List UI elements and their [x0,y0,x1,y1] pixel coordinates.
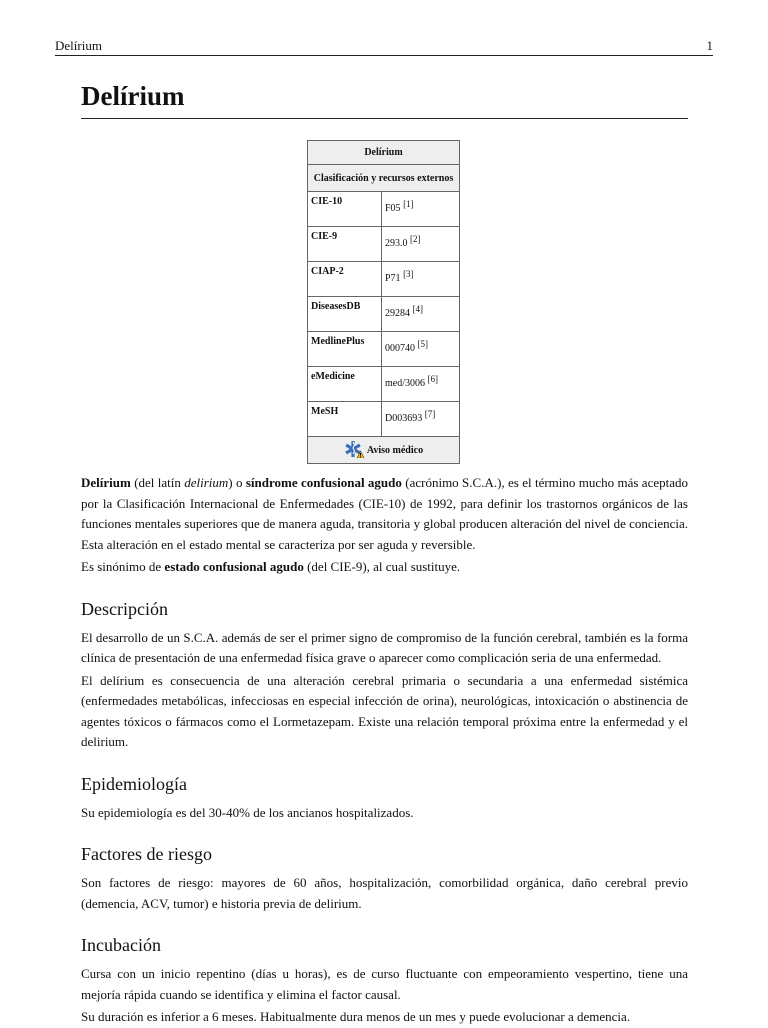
section-descripcion [81,597,688,621]
infobox-value [382,332,460,367]
section-paragraph: Cursa con un inicio repentino (días u horas), es de curso fluctuante con empeoramiento vespertino, tiene una mejoría rápida cuando se identifica y elimina el factor causal. [81,966,688,1002]
code-link[interactable]: D003693 [385,413,423,424]
section-heading: Epidemiología [81,773,187,794]
infobox-value [382,192,460,227]
infobox-row [308,332,460,367]
section-factores [81,842,688,866]
running-header [55,37,713,56]
ref-link[interactable]: [5] [417,339,428,349]
infobox-value [382,262,460,297]
infobox-key: MedlinePlus [308,332,382,367]
medical-notice-label[interactable]: Aviso médico [366,444,424,456]
infobox-row [308,227,460,262]
section-paragraph: El delírium es consecuencia de una alteración cerebral primaria o secundaria a una enfermedad sistémica (enfermedades metabólicas, infecciosas en especial infección de orina), neurológicas, intoxicación o abstinencia de agentes tóxicos o fármacos como el Lormetazepam. Existe una relación temporal próxima entre la enfermedad y el delirium. [81,672,688,749]
code-link[interactable]: 29284 [385,308,410,319]
infobox-value [382,367,460,402]
ref-link[interactable]: [3] [403,269,414,279]
section-heading: Incubación [81,935,161,955]
synonym-term: estado confusional agudo [164,559,304,574]
header-title: Delírium [55,38,102,53]
infobox-key: eMedicine [308,367,382,402]
intro-text: ) o [228,475,246,490]
ref-link[interactable]: [6] [427,374,438,384]
medical-warning-icon [344,440,364,461]
synonym-text: (del CIE-9), al cual sustituye. [303,559,461,574]
intro-paragraph [81,473,688,555]
infobox-row [308,367,460,402]
infobox-value [382,402,460,437]
code-link[interactable]: med/3006 [385,378,425,389]
ref-link[interactable]: [1] [403,199,414,209]
section-epidemiologia [81,772,688,796]
intro-term: síndrome confusional agudo [245,475,402,490]
code-link[interactable]: 000740 [385,343,415,354]
intro-latin: delirium [184,475,229,490]
infobox-key: DiseasesDB [308,297,382,332]
infobox-title: Delírium [308,141,460,165]
section-paragraph: El desarrollo de un S.C.A. además de ser el primer signo de compromiso de la función cerebral, también es la forma clínica de presentación de una enfermedad física grave o aparecer como complicación seria de una enfermedad. [81,629,688,665]
page-title: Delírium [81,80,688,119]
ref-link[interactable]: [7] [424,409,436,419]
infobox-row [308,262,460,297]
section-paragraph: Su epidemiología es del 30-40% de los ancianos hospitalizados. [81,804,414,820]
infobox-value [382,297,460,332]
synonym-paragraph [81,557,688,578]
infobox-key: CIAP-2 [308,262,382,297]
intro-text: (del latín [130,475,185,490]
infobox [307,140,460,464]
section-paragraph: Son factores de riesgo: mayores de 60 años, hospitalización, comorbilidad orgánica, daño cerebral previo (demencia, ACV, tumor) e historia previa de delirium. [81,875,688,911]
infobox-row [308,192,460,227]
article [81,72,688,1028]
infobox-key: CIE-10 [308,192,382,227]
synonym-text: Es sinónimo de [81,559,165,574]
infobox-subtitle: Clasificación y recursos externos [308,165,460,192]
section-heading: Factores de riesgo [81,844,212,864]
ref-link[interactable]: [4] [412,304,423,314]
intro-term: Delírium [81,475,131,490]
infobox-key: MeSH [308,402,382,437]
infobox-value [382,227,460,262]
code-link[interactable]: F05 [385,203,401,214]
medical-notice[interactable] [308,437,460,464]
ref-link[interactable]: [2] [410,234,421,244]
infobox-key: CIE-9 [308,227,382,262]
page-number: 1 [706,38,713,53]
infobox-row [308,297,460,332]
section-heading: Descripción [81,598,168,619]
section-paragraph: Su duración es inferior a 6 meses. Habitualmente dura menos de un mes y puede evolucionar a demencia. [81,1009,631,1024]
code-link[interactable]: P71 [385,273,401,284]
intro-text: (acrónimo S.C.A.), es el término mucho más aceptado por la Clasificación Internacional de Enfermedades (CIE-10) de 1992, para definir los trastornos orgánicos de las funciones mentales superiores que de manera aguda, transitoria y global producen alteración del nivel de conciencia. Esta alteración en el estado mental se caracteriza por ser aguda y reversible. [81,475,688,552]
infobox-row [308,402,460,437]
section-incubacion [81,933,688,957]
code-link[interactable]: 293.0 [385,238,408,249]
